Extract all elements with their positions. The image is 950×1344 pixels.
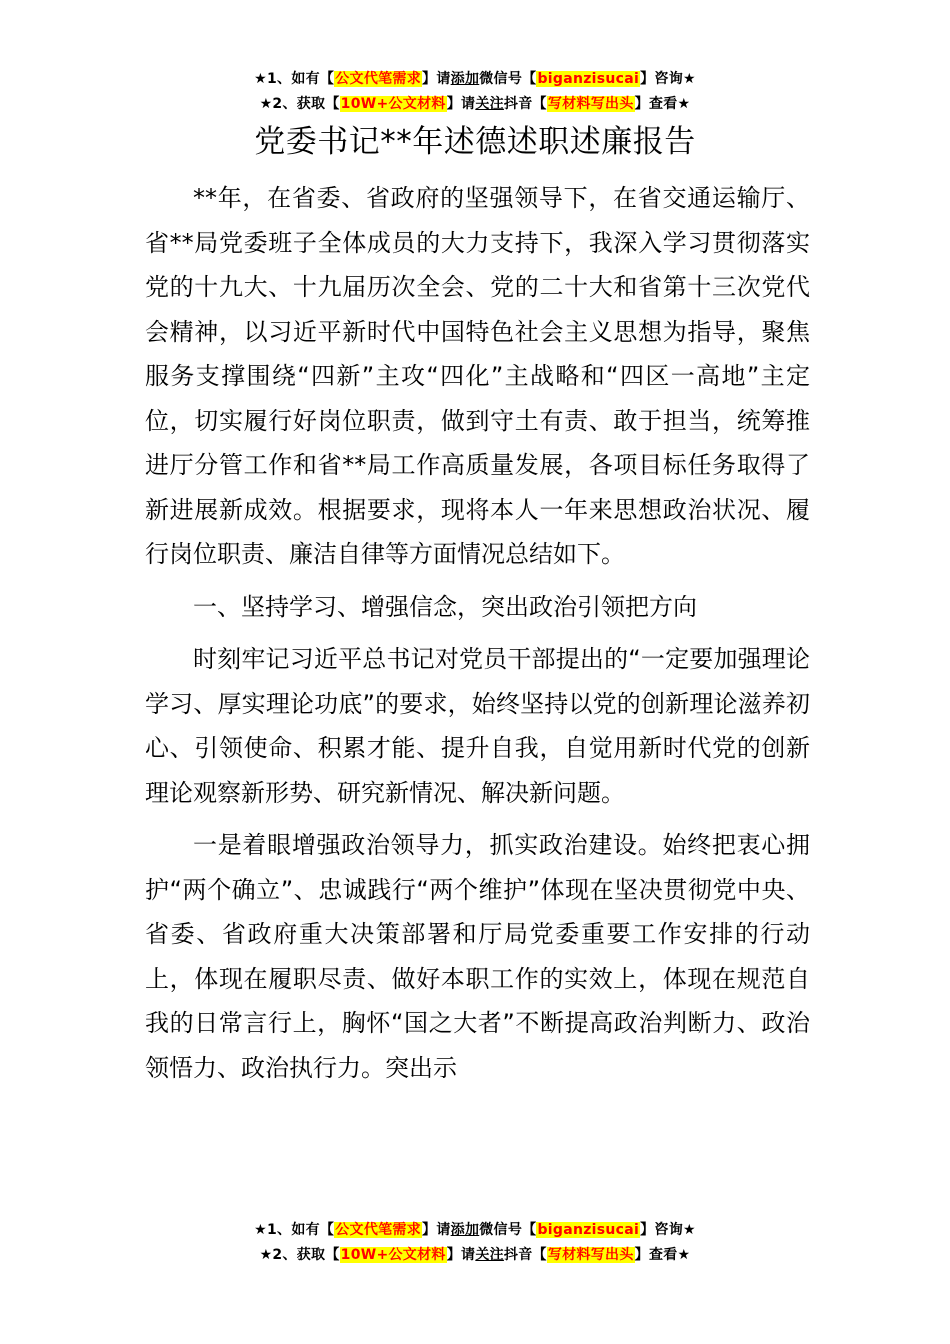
banner-underlined-text: 添加	[450, 1222, 480, 1238]
banner-highlight: 写材料写出头	[547, 96, 634, 112]
paragraph-intro: **年，在省委、省政府的坚强领导下，在省交通运输厅、省**局党委班子全体成员的大力支持下，我深入学习贯彻落实党的十九大、十九届历次全会、党的二十大和省第十三次党代会精神，以习近平新时代中国特色社会主义思想为指导，聚焦服务支撑围绕“四新”主攻“四化”主战略和“四区一高地”主定位，切实履行好岗位职责，做到守土有责、敢于担当，统筹推进厅分管工作和省**局工作高质量发展，各项目标任务取得了新进展新成效。根据要求，现将本人一年来思想政治状况、履行岗位职责、廉洁自律等方面情况总结如下。	[145, 184, 810, 568]
banner-underlined-text: 关注	[475, 96, 504, 112]
banner-text: 抖音【	[503, 1247, 547, 1263]
banner-text: 】查看★	[634, 1247, 691, 1263]
banner-text: ★2、获取【	[259, 96, 340, 112]
banner-text: ★1、如有【	[254, 71, 335, 87]
section-heading-1: 一、坚持学习、增强信念，突出政治引领把方向	[193, 592, 697, 621]
banner-line-2	[0, 92, 950, 117]
banner-text: 】请	[422, 1222, 451, 1238]
paragraph-section-1: 时刻牢记习近平总书记对党员干部提出的“一定要加强理论学习、厚实理论功底”的要求，始终坚持以党的创新理论滋养初心、引领使命、积累才能、提升自我，自觉用新时代党的创新理论观察新形势、研究新情况、解决新问题。	[145, 645, 810, 807]
banner-text: 】请	[422, 71, 451, 87]
banner-text: 】请	[446, 1247, 476, 1263]
banner-text: 】查看★	[634, 96, 691, 112]
banner-text: 抖音【	[503, 96, 547, 112]
banner-text: 微信号【	[479, 71, 537, 87]
banner-text: 微信号【	[479, 1222, 537, 1238]
document-title: 党委书记**年述德述职述廉报告	[254, 124, 696, 160]
banner-underlined-text: 添加	[450, 71, 480, 87]
document-body	[145, 176, 810, 1090]
banner-highlight: 公文代笔需求	[335, 71, 422, 87]
banner-text: ★2、获取【	[259, 1247, 340, 1263]
banner-text: 】咨询★	[640, 71, 696, 87]
footer-banner	[0, 1218, 950, 1268]
banner-highlight: biganzisucai	[537, 71, 640, 87]
banner-highlight: 写材料写出头	[547, 1247, 634, 1263]
banner-line-2	[0, 1243, 950, 1268]
banner-line-1	[0, 67, 950, 92]
banner-line-1	[0, 1218, 950, 1243]
banner-highlight: biganzisucai	[537, 1222, 640, 1238]
banner-highlight: 公文代笔需求	[335, 1222, 422, 1238]
banner-underlined-text: 关注	[475, 1247, 504, 1263]
banner-text: ★1、如有【	[254, 1222, 335, 1238]
banner-text: 】咨询★	[640, 1222, 696, 1238]
header-banner	[0, 67, 950, 117]
banner-text: 】请	[446, 96, 476, 112]
banner-highlight: 10W+公文材料	[340, 1247, 446, 1263]
banner-highlight: 10W+公文材料	[340, 96, 446, 112]
paragraph-point-1: 一是着眼增强政治领导力，抓实政治建设。始终把衷心拥护“两个确立”、忠诚践行“两个维护”体现在坚决贯彻党中央、省委、省政府重大决策部署和厅局党委重要工作安排的行动上，体现在履职尽责、做好本职工作的实效上，体现在规范自我的日常言行上，胸怀“国之大者”不断提高政治判断力、政治领悟力、政治执行力。突出示	[145, 831, 810, 1082]
